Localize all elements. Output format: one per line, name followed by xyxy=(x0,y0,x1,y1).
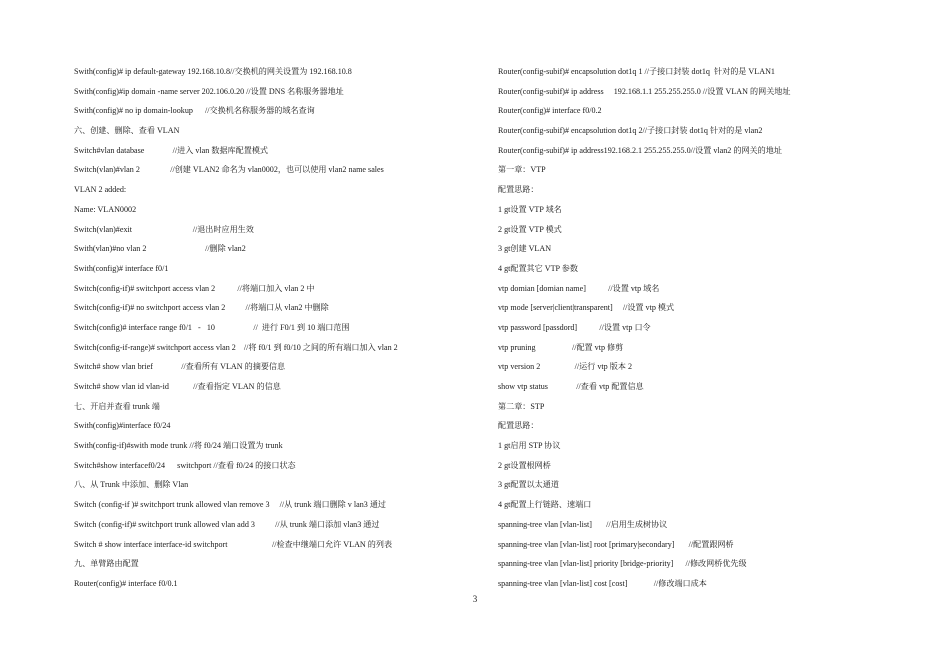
text-line: 1 gt设置 VTP 域名 xyxy=(498,204,562,214)
text-line: spanning-tree vlan [vlan-list] root [primary|secondary] //配置跟网桥 xyxy=(498,539,734,549)
text-line: Switch(config)# interface range f0/1 - 10 // 进行 F0/1 到 10 端口范围 xyxy=(74,322,350,332)
text-line: 八、从 Trunk 中添加、删除 Vlan xyxy=(74,480,189,490)
text-line: vtp password [passdord] //设置 vtp 口令 xyxy=(498,322,651,332)
text-line: Switch (config-if)# switchport trunk allowed vlan add 3 //从 trunk 端口添加 vlan3 通过 xyxy=(74,519,380,529)
text-line: Switch(vlan)#exit //退出时应用生效 xyxy=(74,224,254,234)
text-line: 4 gt配置上行链路、速端口 xyxy=(498,500,592,510)
right-column xyxy=(498,62,908,594)
text-line: Swith(config-if)#swith mode trunk //将 f0/24 端口设置为 trunk xyxy=(74,441,283,451)
text-line: vtp mode [server|client|transparent] //设置 vtp 模式 xyxy=(498,303,675,313)
text-line: Switch(config-if-range)# switchport access vlan 2 //将 f0/1 到 f0/10 之间的所有端口加入 vlan 2 xyxy=(74,342,398,352)
text-line: Router(config-subif)# encapsolution dot1q 1 //子接口封装 dot1q 针对的是 VLAN1 xyxy=(498,67,775,76)
text-line: Router(config)# interface f0/0.1 xyxy=(74,578,178,588)
text-line: 2 gt设置根网桥 xyxy=(498,460,551,470)
text-line: 第一章：VTP xyxy=(498,165,546,175)
text-line: vtp pruning //配置 vtp 修剪 xyxy=(498,342,624,352)
text-line: Switch# show vlan brief //查看所有 VLAN 的摘要信息 xyxy=(74,362,286,372)
text-line: Router(config)# interface f0/0.2 xyxy=(498,106,602,116)
text-line: Switch (config-if )# switchport trunk allowed vlan remove 3 //从 trunk 端口删除 v lan3 通过 xyxy=(74,500,387,510)
text-line: Swith(config)# no ip domain-lookup //交换机名称服务器的域名查询 xyxy=(74,106,315,116)
text-line: 2 gt设置 VTP 模式 xyxy=(498,224,562,234)
text-line: show vtp status //查看 vtp 配置信息 xyxy=(498,382,644,391)
text-line: vtp domian [domian name] //设置 vtp 域名 xyxy=(498,283,660,293)
text-line: Swith(config)# interface f0/1 xyxy=(74,263,169,273)
text-line: Router(config-subif)# ip address192.168.2.1 255.255.255.0//设置 vlan2 的网关的地址 xyxy=(498,145,782,155)
text-line: VLAN 2 added: xyxy=(74,185,127,195)
text-line: 第二章：STP xyxy=(498,401,545,411)
text-line: Name: VLAN0002 xyxy=(74,204,137,214)
page-number: 3 xyxy=(472,594,478,604)
text-line: spanning-tree vlan [vlan-list] //启用生成树协议 xyxy=(498,519,668,529)
text-line: vtp version 2 //运行 vtp 版本 2 xyxy=(498,362,632,372)
text-line: Switch # show interface interface-id switchport //检查中继端口允许 VLAN 的列表 xyxy=(74,539,393,549)
left-column xyxy=(74,62,474,594)
text-line: 1 gt启用 STP 协议 xyxy=(498,441,561,451)
text-line: 4 gt配置其它 VTP 参数 xyxy=(498,263,578,273)
text-line: 配置思路： xyxy=(498,421,539,431)
text-line: 六、创建、删除、查看 VLAN xyxy=(74,126,180,136)
text-line: Swith(config)# ip default-gateway 192.168.10.8//交换机的网关设置为 192.168.10.8 xyxy=(74,67,352,76)
text-line: Router(config-subif)# ip address 192.168.1.1 255.255.255.0 //设置 VLAN 的网关地址 xyxy=(498,86,791,96)
text-line: Switch(vlan)#vlan 2 //创建 VLAN2 命名为 vlan0002，也可以使用 vlan2 name sales xyxy=(74,165,384,175)
text-line: Switch#vlan database //进入 vlan 数据库配置模式 xyxy=(74,145,269,155)
text-line: Switch#show interfacef0/24 switchport //查看 f0/24 的接口状态 xyxy=(74,460,296,470)
text-line: 配置思路： xyxy=(498,185,539,195)
text-line: Switch(config-if)# switchport access vlan 2 //将端口加入 vlan 2 中 xyxy=(74,283,315,293)
text-line: Switch# show vlan id vlan-id //查看指定 VLAN 的信息 xyxy=(74,382,281,391)
text-line: Swith(vlan)#no vlan 2 //删除 vlan2 xyxy=(74,244,246,254)
text-line: Swith(config)#ip domain -name server 202.106.0.20 //设置 DNS 名称服务器地址 xyxy=(74,86,344,96)
text-line: spanning-tree vlan [vlan-list] priority [bridge-priority] //修改网桥优先级 xyxy=(498,559,747,569)
text-line: Swith(config)#interface f0/24 xyxy=(74,421,171,431)
text-line: Switch(config-if)# no switchport access vlan 2 //将端口从 vlan2 中删除 xyxy=(74,303,329,313)
text-line: 九、单臂路由配置 xyxy=(74,559,139,569)
text-line: 七、开启并查看 trunk 端 xyxy=(74,401,160,411)
text-line: Router(config-subif)# encapsolution dot1q 2//子接口封装 dot1q 针对的是 vlan2 xyxy=(498,126,763,136)
text-line: spanning-tree vlan [vlan-list] cost [cost] //修改端口成本 xyxy=(498,578,707,588)
text-line: 3 gt创建 VLAN xyxy=(498,244,552,254)
text-line: 3 gt配置以太通道 xyxy=(498,480,559,490)
